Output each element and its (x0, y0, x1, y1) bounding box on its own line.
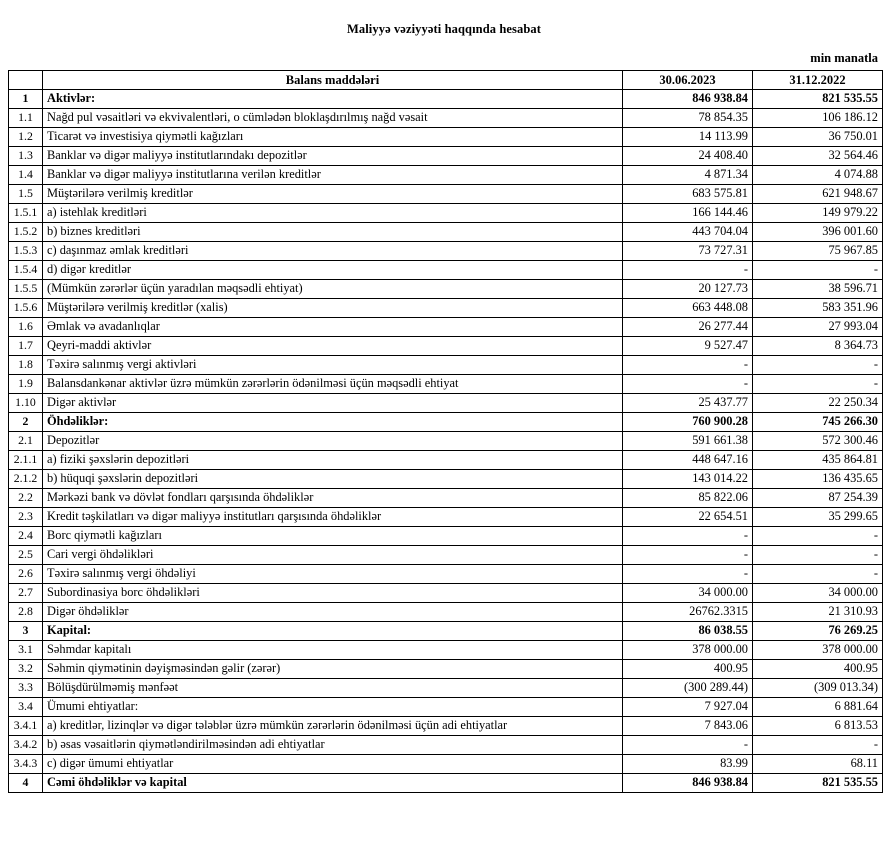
row-number: 1.8 (9, 356, 43, 375)
table-row (9, 261, 883, 280)
row-number: 2.5 (9, 546, 43, 565)
table-row (9, 147, 883, 166)
row-value-period-1: 378 000.00 (623, 641, 753, 660)
row-label: (Mümkün zərərlər üçün yaradılan məqsədli ehtiyat) (43, 280, 623, 299)
table-row (9, 394, 883, 413)
table-row (9, 204, 883, 223)
row-label: Qeyri-maddi aktivlər (43, 337, 623, 356)
row-value-period-1: 448 647.16 (623, 451, 753, 470)
row-number: 1.9 (9, 375, 43, 394)
row-value-period-1: 83.99 (623, 755, 753, 774)
table-row (9, 470, 883, 489)
row-number: 3.4 (9, 698, 43, 717)
row-value-period-1: 166 144.46 (623, 204, 753, 223)
table-row (9, 432, 883, 451)
row-number: 1.5.1 (9, 204, 43, 223)
table-row (9, 622, 883, 641)
row-number: 2.2 (9, 489, 43, 508)
row-number: 2.1 (9, 432, 43, 451)
row-value-period-2: 400.95 (753, 660, 883, 679)
row-value-period-2: (309 013.34) (753, 679, 883, 698)
row-value-period-2: 8 364.73 (753, 337, 883, 356)
table-row (9, 774, 883, 793)
row-number: 3.2 (9, 660, 43, 679)
row-label: Cəmi öhdəliklər və kapital (43, 774, 623, 793)
table-row (9, 166, 883, 185)
table-row (9, 356, 883, 375)
row-value-period-2: 32 564.46 (753, 147, 883, 166)
table-row (9, 603, 883, 622)
row-number: 3 (9, 622, 43, 641)
row-value-period-2: 745 266.30 (753, 413, 883, 432)
row-value-period-2: - (753, 736, 883, 755)
row-value-period-1: - (623, 375, 753, 394)
row-label: Banklar və digər maliyyə institutlarındakı depozitlər (43, 147, 623, 166)
table-row (9, 185, 883, 204)
row-number: 4 (9, 774, 43, 793)
row-value-period-2: 149 979.22 (753, 204, 883, 223)
row-value-period-1: 846 938.84 (623, 774, 753, 793)
table-row (9, 90, 883, 109)
table-row (9, 280, 883, 299)
table-row (9, 489, 883, 508)
row-label: Təxirə salınmış vergi öhdəliyi (43, 565, 623, 584)
row-number: 3.4.1 (9, 717, 43, 736)
balance-sheet-table (8, 70, 883, 793)
column-header-period-1: 30.06.2023 (623, 71, 753, 90)
table-header-row (9, 71, 883, 90)
row-value-period-1: - (623, 356, 753, 375)
row-label: Subordinasiya borc öhdəlikləri (43, 584, 623, 603)
row-label: Nağd pul vəsaitləri və ekvivalentləri, o cümlədən bloklaşdırılmış nağd vəsait (43, 109, 623, 128)
table-row (9, 375, 883, 394)
row-number: 2 (9, 413, 43, 432)
row-number: 2.8 (9, 603, 43, 622)
row-label: Müştərilərə verilmiş kreditlər (xalis) (43, 299, 623, 318)
table-body (9, 90, 883, 793)
row-value-period-2: 38 596.71 (753, 280, 883, 299)
row-value-period-1: 7 843.06 (623, 717, 753, 736)
row-label: Bölüşdürülməmiş mənfəət (43, 679, 623, 698)
row-value-period-2: - (753, 527, 883, 546)
row-value-period-2: 621 948.67 (753, 185, 883, 204)
row-number: 2.3 (9, 508, 43, 527)
row-value-period-1: 73 727.31 (623, 242, 753, 261)
row-number: 2.7 (9, 584, 43, 603)
column-header-period-2: 31.12.2022 (753, 71, 883, 90)
row-value-period-2: 572 300.46 (753, 432, 883, 451)
unit-label: min manatla (810, 51, 878, 65)
row-value-period-1: 9 527.47 (623, 337, 753, 356)
row-value-period-2: 4 074.88 (753, 166, 883, 185)
row-value-period-1: 663 448.08 (623, 299, 753, 318)
row-number: 2.1.1 (9, 451, 43, 470)
row-value-period-2: 34 000.00 (753, 584, 883, 603)
row-value-period-1: 78 854.35 (623, 109, 753, 128)
row-label: Kredit təşkilatları və digər maliyyə institutları qarşısında öhdəliklər (43, 508, 623, 527)
row-number: 3.4.3 (9, 755, 43, 774)
row-label: Səhmin qiymətinin dəyişməsindən gəlir (zərər) (43, 660, 623, 679)
row-value-period-2: 378 000.00 (753, 641, 883, 660)
row-label: d) digər kreditlər (43, 261, 623, 280)
row-label: b) hüquqi şəxslərin depozitləri (43, 470, 623, 489)
row-label: Digər öhdəliklər (43, 603, 623, 622)
row-number: 1.5 (9, 185, 43, 204)
row-value-period-2: 6 813.53 (753, 717, 883, 736)
row-value-period-2: - (753, 565, 883, 584)
row-value-period-2: 583 351.96 (753, 299, 883, 318)
row-value-period-1: 22 654.51 (623, 508, 753, 527)
row-number: 1.7 (9, 337, 43, 356)
row-label: Banklar və digər maliyyə institutlarına verilən kreditlər (43, 166, 623, 185)
row-label: b) biznes kreditləri (43, 223, 623, 242)
row-label: Cari vergi öhdəlikləri (43, 546, 623, 565)
row-label: Səhmdar kapitalı (43, 641, 623, 660)
row-number: 1.5.3 (9, 242, 43, 261)
row-value-period-1: 26 277.44 (623, 318, 753, 337)
row-number: 1.3 (9, 147, 43, 166)
row-label: Borc qiymətli kağızları (43, 527, 623, 546)
row-value-period-1: - (623, 736, 753, 755)
row-value-period-2: 27 993.04 (753, 318, 883, 337)
row-value-period-1: 24 408.40 (623, 147, 753, 166)
row-label: Öhdəliklər: (43, 413, 623, 432)
table-row (9, 318, 883, 337)
table-row (9, 755, 883, 774)
row-value-period-1: 20 127.73 (623, 280, 753, 299)
row-value-period-2: 821 535.55 (753, 774, 883, 793)
row-value-period-1: 7 927.04 (623, 698, 753, 717)
row-value-period-1: 400.95 (623, 660, 753, 679)
row-value-period-2: 106 186.12 (753, 109, 883, 128)
page-title: Maliyyə vəziyyəti haqqında hesabat (346, 22, 542, 36)
row-label: Aktivlər: (43, 90, 623, 109)
table-row (9, 413, 883, 432)
row-value-period-1: 25 437.77 (623, 394, 753, 413)
row-label: Ümumi ehtiyatlar: (43, 698, 623, 717)
table-row (9, 242, 883, 261)
table-row (9, 717, 883, 736)
row-number: 1.4 (9, 166, 43, 185)
table-row (9, 128, 883, 147)
row-number: 1.5.6 (9, 299, 43, 318)
table-row (9, 660, 883, 679)
row-value-period-1: - (623, 565, 753, 584)
row-value-period-2: - (753, 546, 883, 565)
row-label: Təxirə salınmış vergi aktivləri (43, 356, 623, 375)
row-label: a) fiziki şəxslərin depozitləri (43, 451, 623, 470)
row-label: Kapital: (43, 622, 623, 641)
row-value-period-1: 143 014.22 (623, 470, 753, 489)
row-number: 1.5.2 (9, 223, 43, 242)
row-label: c) daşınmaz əmlak kreditləri (43, 242, 623, 261)
row-value-period-1: 846 938.84 (623, 90, 753, 109)
row-value-period-2: 22 250.34 (753, 394, 883, 413)
row-value-period-2: - (753, 261, 883, 280)
row-number: 1 (9, 90, 43, 109)
table-row (9, 736, 883, 755)
row-number: 1.5.5 (9, 280, 43, 299)
table-row (9, 508, 883, 527)
table-row (9, 299, 883, 318)
row-number: 1.10 (9, 394, 43, 413)
row-label: c) digər ümumi ehtiyatlar (43, 755, 623, 774)
row-number: 2.6 (9, 565, 43, 584)
row-value-period-1: - (623, 261, 753, 280)
row-value-period-1: 683 575.81 (623, 185, 753, 204)
row-value-period-2: 21 310.93 (753, 603, 883, 622)
row-value-period-1: 443 704.04 (623, 223, 753, 242)
table-row (9, 223, 883, 242)
table-row (9, 584, 883, 603)
table-row (9, 698, 883, 717)
row-label: Müştərilərə verilmiş kreditlər (43, 185, 623, 204)
table-row (9, 527, 883, 546)
row-value-period-1: - (623, 527, 753, 546)
row-label: a) istehlak kreditləri (43, 204, 623, 223)
row-label: b) əsas vəsaitlərin qiymətləndirilməsindən adi ehtiyatlar (43, 736, 623, 755)
row-value-period-2: - (753, 375, 883, 394)
row-value-period-2: 435 864.81 (753, 451, 883, 470)
row-label: Əmlak və avadanlıqlar (43, 318, 623, 337)
table-row (9, 565, 883, 584)
row-value-period-2: 396 001.60 (753, 223, 883, 242)
row-value-period-2: 821 535.55 (753, 90, 883, 109)
table-row (9, 337, 883, 356)
row-value-period-2: - (753, 356, 883, 375)
table-row (9, 109, 883, 128)
row-label: Balansdankənar aktivlər üzrə mümkün zərərlərin ödənilməsi üçün məqsədli ehtiyat (43, 375, 623, 394)
row-label: Ticarət və investisiya qiymətli kağızları (43, 128, 623, 147)
row-value-period-2: 35 299.65 (753, 508, 883, 527)
row-value-period-2: 75 967.85 (753, 242, 883, 261)
row-number: 3.4.2 (9, 736, 43, 755)
table-row (9, 451, 883, 470)
column-header-item: Balans maddələri (43, 71, 623, 90)
document-page (0, 22, 888, 847)
table-row (9, 546, 883, 565)
row-label: Mərkəzi bank və dövlət fondları qarşısında öhdəliklər (43, 489, 623, 508)
row-value-period-2: 68.11 (753, 755, 883, 774)
row-value-period-1: 26762.3315 (623, 603, 753, 622)
row-label: a) kreditlər, lizinqlər və digər tələblər üzrə mümkün zərərlərin ödənilməsi üçün adi ehtiyatlar (43, 717, 623, 736)
row-value-period-2: 36 750.01 (753, 128, 883, 147)
row-value-period-1: 86 038.55 (623, 622, 753, 641)
row-number: 1.1 (9, 109, 43, 128)
row-number: 2.4 (9, 527, 43, 546)
column-header-number (9, 71, 43, 90)
row-number: 2.1.2 (9, 470, 43, 489)
row-number: 3.1 (9, 641, 43, 660)
row-value-period-2: 6 881.64 (753, 698, 883, 717)
row-value-period-1: 34 000.00 (623, 584, 753, 603)
table-row (9, 679, 883, 698)
row-value-period-2: 87 254.39 (753, 489, 883, 508)
row-number: 1.6 (9, 318, 43, 337)
row-value-period-2: 76 269.25 (753, 622, 883, 641)
row-label: Depozitlər (43, 432, 623, 451)
row-value-period-1: - (623, 546, 753, 565)
row-value-period-1: (300 289.44) (623, 679, 753, 698)
row-number: 1.2 (9, 128, 43, 147)
row-value-period-2: 136 435.65 (753, 470, 883, 489)
row-value-period-1: 14 113.99 (623, 128, 753, 147)
row-value-period-1: 4 871.34 (623, 166, 753, 185)
row-number: 3.3 (9, 679, 43, 698)
row-number: 1.5.4 (9, 261, 43, 280)
row-label: Digər aktivlər (43, 394, 623, 413)
row-value-period-1: 760 900.28 (623, 413, 753, 432)
row-value-period-1: 591 661.38 (623, 432, 753, 451)
row-value-period-1: 85 822.06 (623, 489, 753, 508)
table-row (9, 641, 883, 660)
